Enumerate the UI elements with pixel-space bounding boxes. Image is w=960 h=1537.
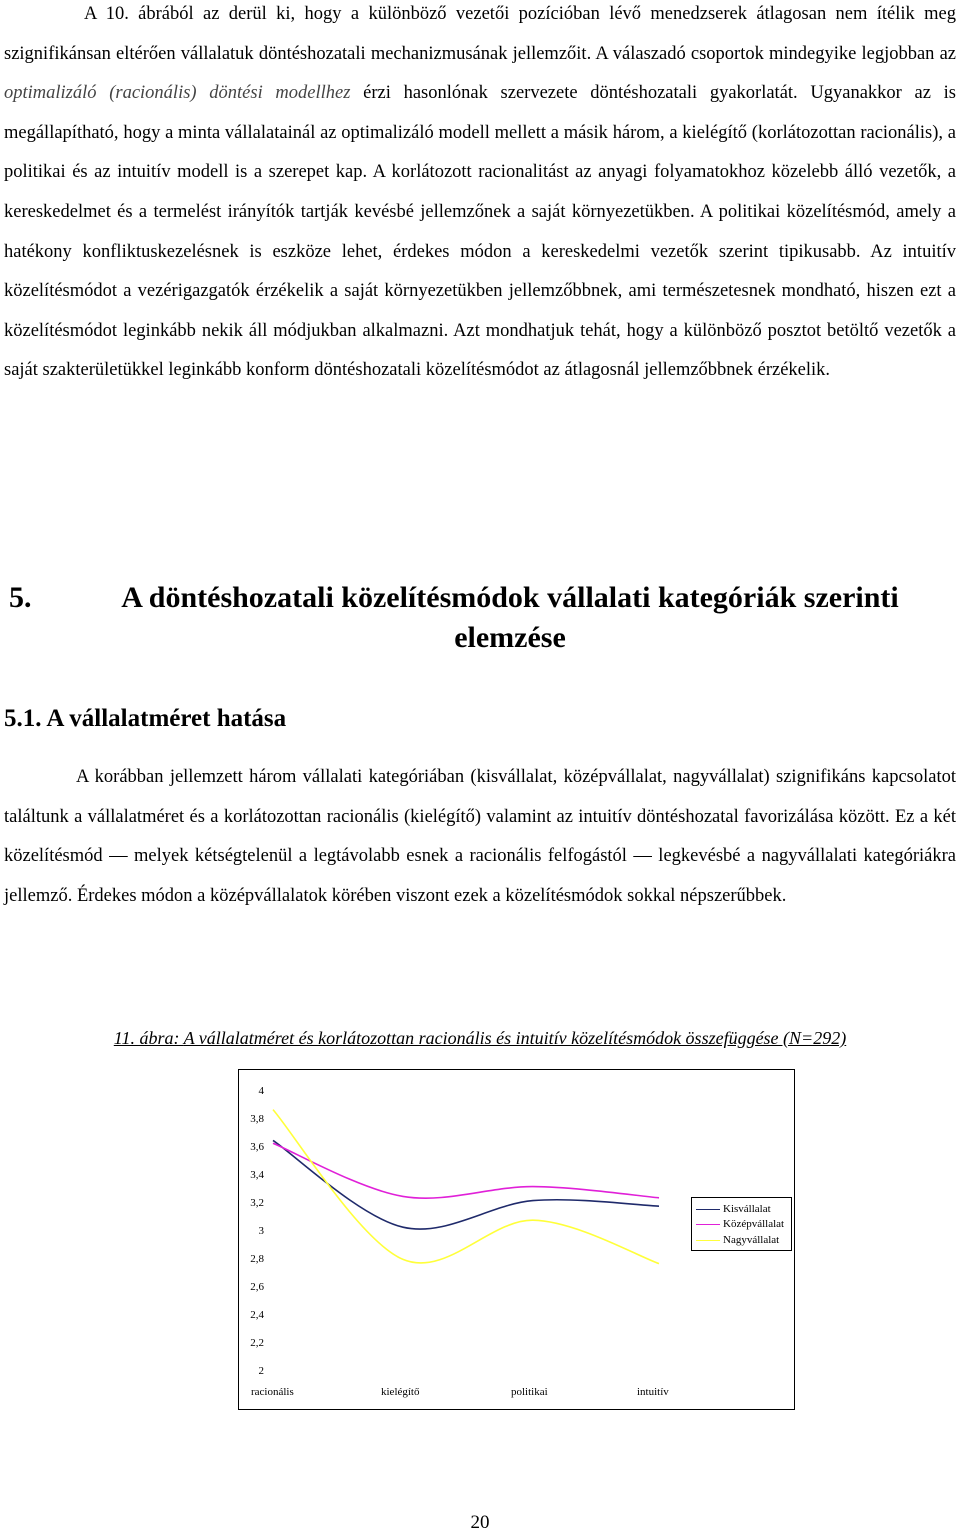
chapter-heading: [4, 578, 956, 658]
x-tick-label: racionális: [251, 1386, 294, 1398]
x-tick-label: politikai: [511, 1386, 548, 1398]
y-tick-label: 3,4: [250, 1169, 264, 1181]
y-tick-label: 4: [258, 1085, 264, 1097]
y-tick-label: 2,8: [250, 1253, 264, 1265]
legend-entry-nagyvallalat: Nagyvállalat: [696, 1234, 779, 1247]
figure-caption: [0, 1028, 960, 1049]
x-tick-label: intuitív: [637, 1386, 669, 1398]
y-tick-label: 2,2: [250, 1337, 264, 1349]
legend-entry-kozepvallalat: Középvállalat: [696, 1218, 784, 1231]
chapter-number: 5.: [9, 581, 32, 614]
chart-legend: [691, 1197, 792, 1251]
section-paragraph: A korábban jellemzett három vállalati kategóriában (kisvállalat, középvállalat, nagyvállalat) szignifikáns kapcsolatot találtunk a vállalatméret és a korlátozottan racionális (kielégítő) valamint az intuitív döntéshozatal favorizálása között. Ez a két közelítésmód ― melyek kétségtelenül a legtávolabb esnek a racionális felfogástól ― legkevésbé a nagyvállalati kategóriákra jellemző. Érdekes módon a középvállalatok körében viszont ezek a közelítésmódok sokkal népszerűbbek.: [4, 767, 956, 906]
figure-caption-prefix: 11. ábra:: [113, 1028, 184, 1048]
intro-paragraph: A 10. ábrából az derül ki, hogy a különböző vezetői pozícióban lévő menedzserek átlagosan nem ítélik meg szignifikánsan eltérően vállalatuk döntéshozatali mechanizmusának jellemzőit. A válaszadó csoportok mindegyike legjobban az optimalizáló (racionális) döntési modellhez érzi hasonlónak szervezete döntéshozatali gyakorlatát. Ugyanakkor az is megállapítható, hogy a minta vállalatainál az optimalizáló modell mellett a másik három, a kielégítő (korlátozottan racionális), a politikai és az intuitív modell is a szerepet kap. A korlátozott racionalitást az anyagi folyamatokhoz közelebb álló vezetők, a kereskedelmet és a termelést irányítók tartják kevésbé jellemzőnek a saját környezetükben. A politikai közelítésmód, amely a hatékony konfliktuskezelésnek is eszköze lehet, érdekes módon a kereskedelmi vezetők szerint tipikusabb. Az intuitív közelítésmódot a vezérigazgatók érzékelik a saját környezetükben jellemzőbbnek, ami természetesnek mondható, hiszen ezt a közelítésmódot leginkább nekik áll módjukban alkalmazni. Azt mondhatjuk tehát, hogy a különböző posztot betöltő vezetők a saját szakterületükkel leginkább konform döntéshozatali közelítésmódot az átlagosnál jellemzőbbnek érzékelik.: [4, 4, 956, 381]
y-tick-label: 3,8: [250, 1113, 264, 1125]
line-chart: [238, 1069, 795, 1410]
y-tick-label: 2,4: [250, 1309, 264, 1321]
page-number: 20: [470, 1512, 490, 1533]
legend-entry-kisvallalat: Kisvállalat: [696, 1203, 771, 1216]
intro-emphasis: optimalizáló (racionális) döntési modellhez: [4, 83, 351, 104]
x-tick-label: kielégítő: [381, 1386, 420, 1398]
legend-swatch-kozepvallalat: [696, 1224, 720, 1225]
y-tick-label: 2: [258, 1365, 264, 1377]
legend-swatch-nagyvallalat: [696, 1240, 720, 1241]
y-tick-label: 2,6: [250, 1281, 264, 1293]
y-tick-label: 3,2: [250, 1197, 264, 1209]
chapter-title: A döntéshozatali közelítésmódok vállalati kategóriák szerinti elemzése: [121, 581, 899, 654]
section-heading: 5.1. A vállalatméret hatása: [4, 705, 287, 732]
legend-swatch-kisvallalat: [696, 1209, 720, 1210]
series-line-1: [273, 1143, 659, 1198]
figure-caption-title: A vállalatméret és korlátozottan racionális és intuitív közelítésmódok összefüggése (N=292): [183, 1028, 847, 1048]
y-tick-label: 3: [258, 1225, 264, 1237]
series-line-0: [273, 1140, 659, 1229]
y-tick-label: 3,6: [250, 1141, 264, 1153]
